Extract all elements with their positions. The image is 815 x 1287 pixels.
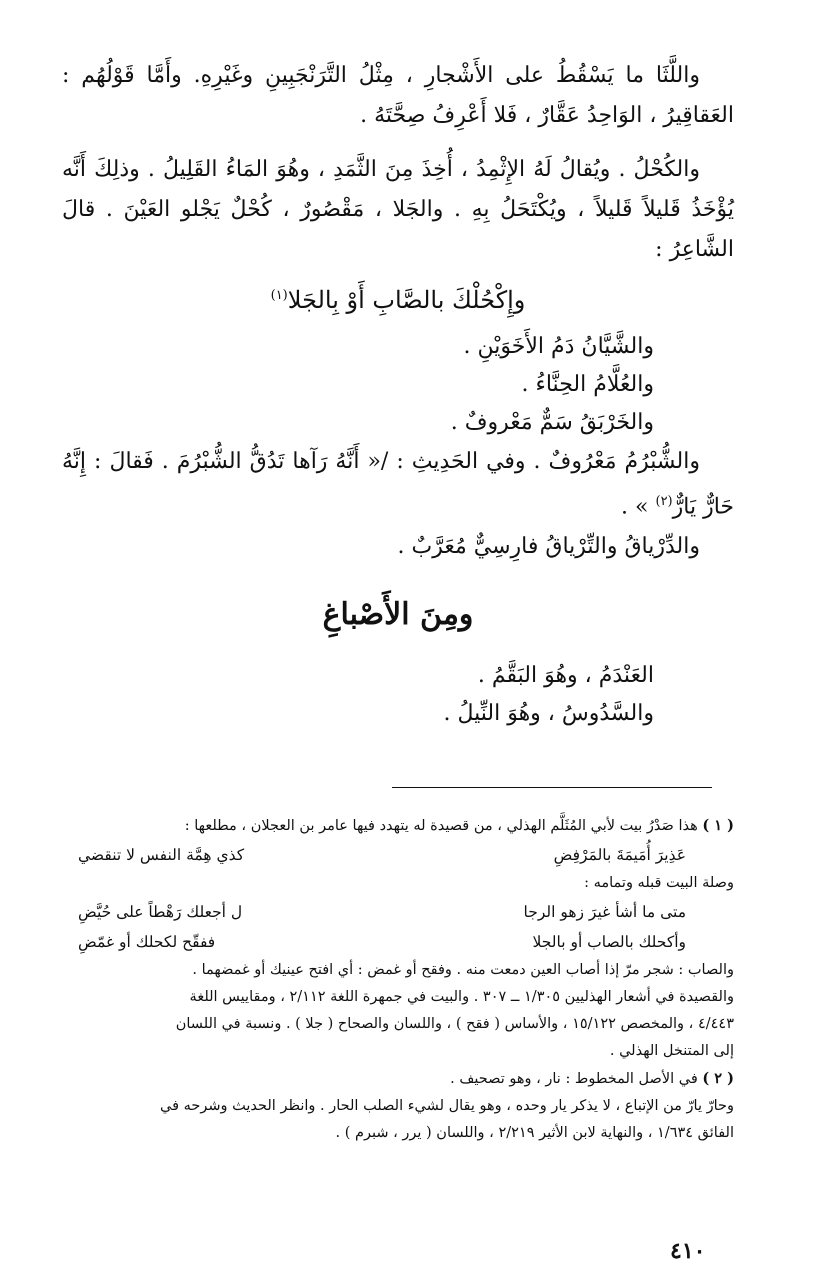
paragraph-lattha: واللَّثَا ما يَسْقُطُ على الأَشْجارِ ، مِثْلُ التَّرَنْجَبِينِ وغَيْرِهِ. وأَمَّا قَوْلُهُم : العَقاقِيرُ ، الوَاحِدُ عَقَّارٌ ، فَلا أَعْرِفُ صِحَّتَهُ . <box>62 63 734 128</box>
footnote-ref-1: (١) <box>270 288 288 303</box>
entry-andam: العَنْدَمُ ، وهُوَ البَقَّمُ . <box>477 663 654 689</box>
paragraph-kohl: والكُحْلُ . ويُقالُ لَهُ الإِثْمِدُ ، أُخِذَ مِنَ الثَّمَدِ ، وهُوَ المَاءُ القَلِيلُ . وذلِكَ أَنَّه يُؤْخَذُ قَليلاً قَليلاً ، ويُكْتَحَلُ بِهِ . والجَلا ، مَقْصُورٌ ، كُحْلٌ يَجْلو العَيْنَ . قالَ الشَّاعِرُ : <box>62 157 734 262</box>
footnote-link: وصلة البيت قبله وتمامه : <box>584 875 734 891</box>
entry-ullam: والعُلَّامُ الحِنَّاءُ . <box>521 372 654 397</box>
footnote-1 <box>68 812 734 840</box>
footnotes <box>68 812 734 1147</box>
poem-line-3 <box>68 927 734 957</box>
verse-text: وإِكْحُلْكَ بالصَّابِ أَوْ بِالجَلا <box>287 286 526 314</box>
entry-shayyan: والشَّيَّانُ دَمُ الأَخَوَيْنِ . <box>463 334 654 359</box>
hemistich-3a: وأكحلك بالصاب أو بالجلا <box>532 933 686 951</box>
shubrum-text: والشُّبْرُمُ مَعْرُوفٌ . وفي الحَدِيثِ : /« أَنَّهُ رَآها تَدُقُّ الشُّبْرُمَ . فَقالَ : إِنَّهُ حَارٌّ يَارٌّ <box>62 449 734 520</box>
paragraph-shubrum <box>62 442 734 527</box>
hemistich-3b: ففقّح لكحلك أو غمّضِ <box>78 933 216 951</box>
entry-kharbaq: والخَرْبَقُ سَمٌّ مَعْروفٌ . <box>450 410 654 435</box>
hemistich-1b: كذي هِمَّة النفس لا تنقضي <box>78 846 245 864</box>
footnote-2-line-2: الفائق ١/٦٣٤ ، والنهاية لابن الأثير ٢/٢١٩ ، واللسان ( يرر ، شبرم ) . <box>335 1125 734 1141</box>
footnote-2-number: ( ٢ ) <box>702 1070 734 1087</box>
hemistich-2a: متى ما أشأ غيرَ زهو الرجا <box>523 903 686 921</box>
page-number: ٤١٠ <box>670 1238 706 1264</box>
footnote-1-line-4: إلى المتنخل الهذلي . <box>609 1043 734 1059</box>
footnote-2-text: في الأصل المخطوط : نار ، وهو تصحيف . <box>450 1071 698 1087</box>
verse-line <box>62 274 734 322</box>
footnote-1-line-3: ٤/٤٤٣ ، والمخصص ١٥/١٢٢ ، والأساس ( فقح ) ، واللسان والصحاح ( جلا ) . ونسبة في اللسان <box>175 1016 734 1032</box>
footnote-2-line-1: وحارّ يارّ من الإتباع ، لا يذكر يار وحده ، وهو يقال لشيء الصلب الحار . وانظر الحديث وشرحه في <box>160 1098 734 1114</box>
main-text <box>62 56 734 733</box>
footnote-1-line-1: والصاب : شجر مرّ إذا أصاب العين دمعت منه . وفقح أو غمض : أي افتح عينيك أو غمضهما . <box>192 962 734 978</box>
footnote-1-line-2: والقصيدة في أشعار الهذليين ١/٣٠٥ ــ ٣٠٧ . والبيت في جمهرة اللغة ٢/١١٢ ، ومقاييس اللغة <box>189 989 734 1005</box>
section-heading: ومِنَ الأَصْباغِ <box>322 597 474 633</box>
poem-line-1 <box>68 840 734 870</box>
entry-sadus: والسَّدُوسُ ، وهُوَ النِّيلُ . <box>443 701 654 727</box>
shubrum-end: » . <box>621 494 656 520</box>
hemistich-1a: عَذِيرَ أُمَيمَةَ بالمَرْفِضِ <box>553 846 686 864</box>
footnote-1-number: ( ١ ) <box>702 817 734 834</box>
footnote-ref-2: (٢) <box>655 494 673 509</box>
footnote-2 <box>68 1065 734 1093</box>
hemistich-2b: ل أجعلك رَهْطاً على حُيَّضِ <box>78 903 243 921</box>
paragraph-diryaq: والدِّرْياقُ والتِّرْياقُ فارِسِيٌّ مُعَرَّبٌ . <box>397 534 700 560</box>
footnote-1-text: هذا صَدْرُ بيت لأبي المُثَلَّم الهذلي ، من قصيدة له يتهدد فيها عامر بن العجلان ، مطلعها : <box>184 818 698 834</box>
poem-line-2 <box>68 897 734 927</box>
footnote-divider <box>392 787 712 788</box>
